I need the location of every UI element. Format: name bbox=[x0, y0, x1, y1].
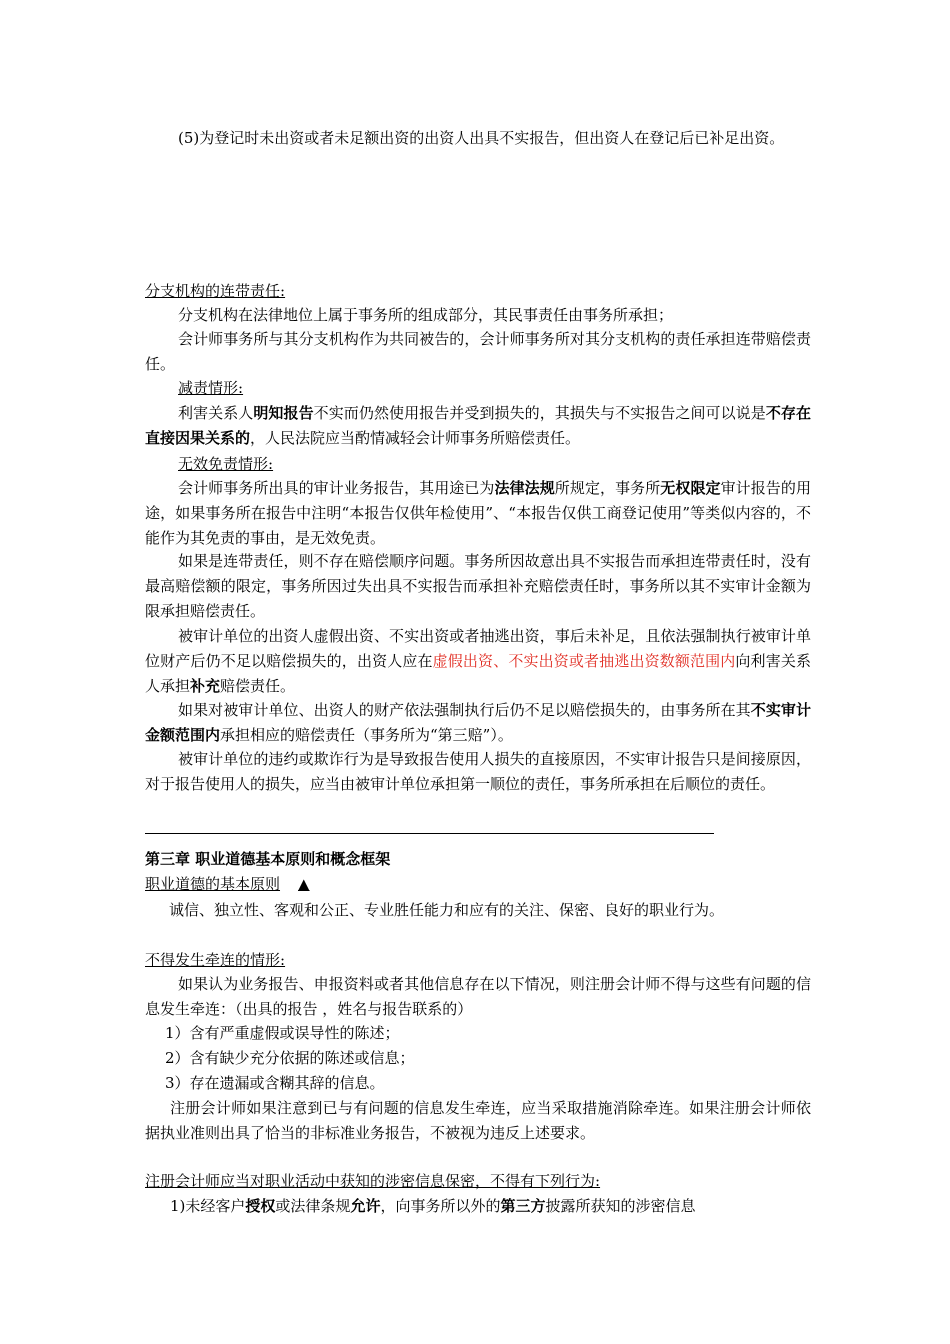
association-paragraph: 如果认为业务报告、申报资料或者其他信息存在以下情况，则注册会计师不得与这些有问题的信息发生牵连：（出具的报告 ，姓名与报告联系的） bbox=[145, 975, 811, 1018]
fraud-paragraph: 被审计单位的违约或欺诈行为是导致报告使用人损失的直接原因，不实审计报告只是间接原因，对于报告使用人的损失，应当由被审计单位承担第一顺位的责任，事务所承担在后顺位的责任。 bbox=[145, 750, 811, 793]
association-item-3: 3）存在遗漏或含糊其辞的信息。 bbox=[165, 1074, 385, 1092]
branch-liability-heading: 分支机构的连带责任: bbox=[145, 282, 286, 300]
investor-paragraph: 被审计单位的出资人虚假出资、不实出资或者抽逃出资，事后未补足，且依法强制执行被审计单位财产后仍不足以赔偿损失的，出资人应在虚假出资、不实出资或者抽逃出资数额范围内向利害关系人承担补充赔偿责任。 bbox=[145, 627, 811, 695]
branch-paragraph-2: 会计师事务所与其分支机构作为共同被告的，会计师事务所对其分支机构的责任承担连带赔偿责任。 bbox=[145, 330, 811, 373]
confidentiality-heading: 注册会计师应当对职业活动中获知的涉密信息保密，不得有下列行为: bbox=[145, 1172, 601, 1190]
joint-liability-paragraph: 如果是连带责任，则不存在赔偿顺序问题。事务所因故意出具不实报告而承担连带责任时，没有最高赔偿额的限定，事务所因过失出具不实报告而承担补充赔偿责任时，事务所以其不实审计金额为限承担赔偿责任。 bbox=[145, 552, 811, 620]
principles-heading: 职业道德的基本原则 ▲ bbox=[145, 875, 310, 893]
triangle-marker-icon: ▲ bbox=[298, 875, 310, 893]
chapter-title: 第三章 职业道德基本原则和概念框架 bbox=[145, 850, 391, 868]
principles-paragraph: 诚信、独立性、客观和公正、专业胜任能力和应有的关注、保密、良好的职业行为。 bbox=[169, 901, 725, 919]
association-paragraph-2: 注册会计师如果注意到已与有问题的信息发生牵连，应当采取措施消除牵连。如果注册会计师依据执业准则出具了恰当的非标准业务报告，不被视为违反上述要求。 bbox=[145, 1099, 811, 1142]
reduce-liability-paragraph: 利害关系人明知报告不实而仍然使用报告并受到损失的，其损失与不实报告之间可以说是不存在直接因果关系的，人民法院应当酌情减轻会计师事务所赔偿责任。 bbox=[145, 404, 811, 447]
paragraph-item-5: (5)为登记时未出资或者未足额出资的出资人出具不实报告，但出资人在登记后已补足出资。 bbox=[178, 129, 785, 147]
branch-paragraph-1: 分支机构在法律地位上属于事务所的组成部分，其民事责任由事务所承担； bbox=[178, 306, 674, 324]
third-compensation-paragraph: 如果对被审计单位、出资人的财产依法强制执行后仍不足以赔偿损失的，由事务所在其不实审计金额范围内承担相应的赔偿责任（事务所为“第三赔”）。 bbox=[145, 701, 811, 744]
section-divider bbox=[145, 833, 714, 834]
association-heading: 不得发生牵连的情形: bbox=[145, 951, 286, 969]
association-item-1: 1）含有严重虚假或误导性的陈述； bbox=[165, 1024, 400, 1042]
confidentiality-item-1: 1)未经客户授权或法律条规允许，向事务所以外的第三方披露所获知的涉密信息 bbox=[170, 1197, 696, 1215]
reduce-liability-heading: 减责情形: bbox=[178, 379, 244, 397]
association-item-2: 2）含有缺少充分依据的陈述或信息； bbox=[165, 1049, 415, 1067]
invalid-exemption-paragraph: 会计师事务所出具的审计业务报告，其用途已为法律法规所规定，事务所无权限定审计报告的用途，如果事务所在报告中注明“本报告仅供年检使用”、“本报告仅供工商登记使用”等类似内容的，不能作为其免责的事由，是无效免责。 bbox=[145, 479, 811, 547]
invalid-exemption-heading: 无效免责情形: bbox=[178, 455, 274, 473]
